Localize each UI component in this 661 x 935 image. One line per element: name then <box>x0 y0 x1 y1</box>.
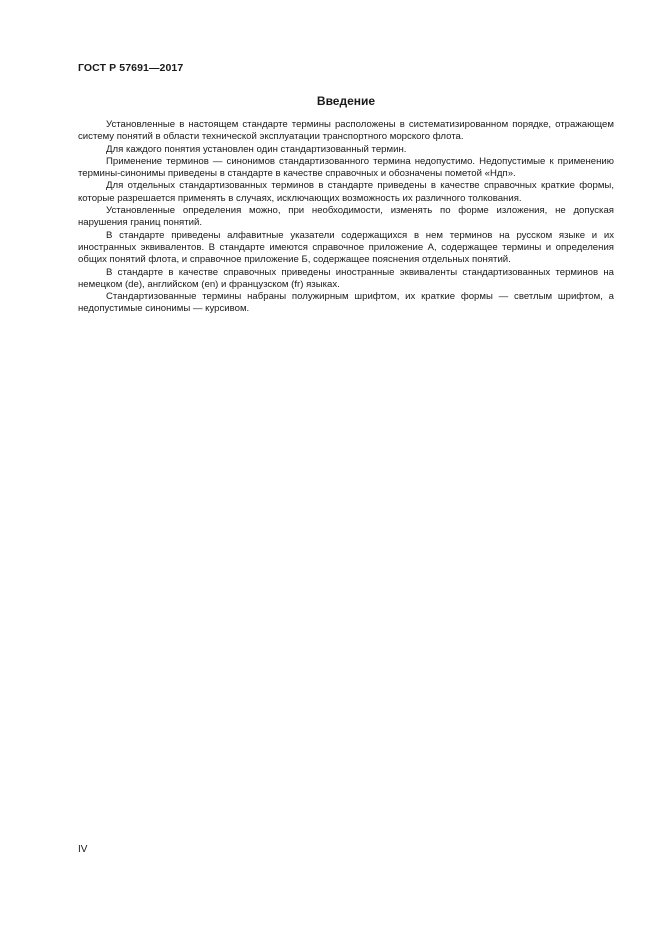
page-number: IV <box>78 844 88 855</box>
introduction-body <box>78 119 614 316</box>
paragraph-2: Для каждого понятия установлен один стандартизованный термин. <box>106 143 407 155</box>
paragraph-3: Применение терминов — синонимов стандартизованного термина недопустимо. Недопустимые к применению термины-синонимы приведены в стандарте в качестве справочных и обозначены пометой «Ндп». <box>78 155 614 180</box>
document-code-header: ГОСТ Р 57691—2017 <box>78 62 184 74</box>
section-title: Введение <box>316 94 376 108</box>
paragraph-4: Для отдельных стандартизованных терминов в стандарте приведены в качестве справочных краткие формы, которые разрешается применять в случаях, исключающих возможность их различного толкования. <box>78 180 614 204</box>
paragraph-5: Установленные определения можно, при необходимости, изменять по форме изложения, не допуская нарушения границ понятий. <box>78 205 614 229</box>
paragraph-7: В стандарте в качестве справочных приведены иностранные эквиваленты стандартизованных терминов на немецком (de), английском (en) и французском (fr) языках. <box>78 266 614 290</box>
paragraph-1: Установленные в настоящем стандарте термины расположены в систематизированном порядке, отражающем систему понятий в области технической эксплуатации транспортного морского флота. <box>78 119 614 143</box>
paragraph-6: В стандарте приведены алфавитные указатели содержащихся в нем терминов на русском языке и их иностранных эквивалентов. В стандарте имеются справочное приложение А, содержащее термины и определения общих понятий флота, и справочное приложение Б, содержащее пояснения отдельных понятий. <box>78 229 614 266</box>
paragraph-8: Стандартизованные термины набраны полужирным шрифтом, их краткие формы — светлым шрифтом, а недопустимые синонимы — курсивом. <box>78 291 614 315</box>
